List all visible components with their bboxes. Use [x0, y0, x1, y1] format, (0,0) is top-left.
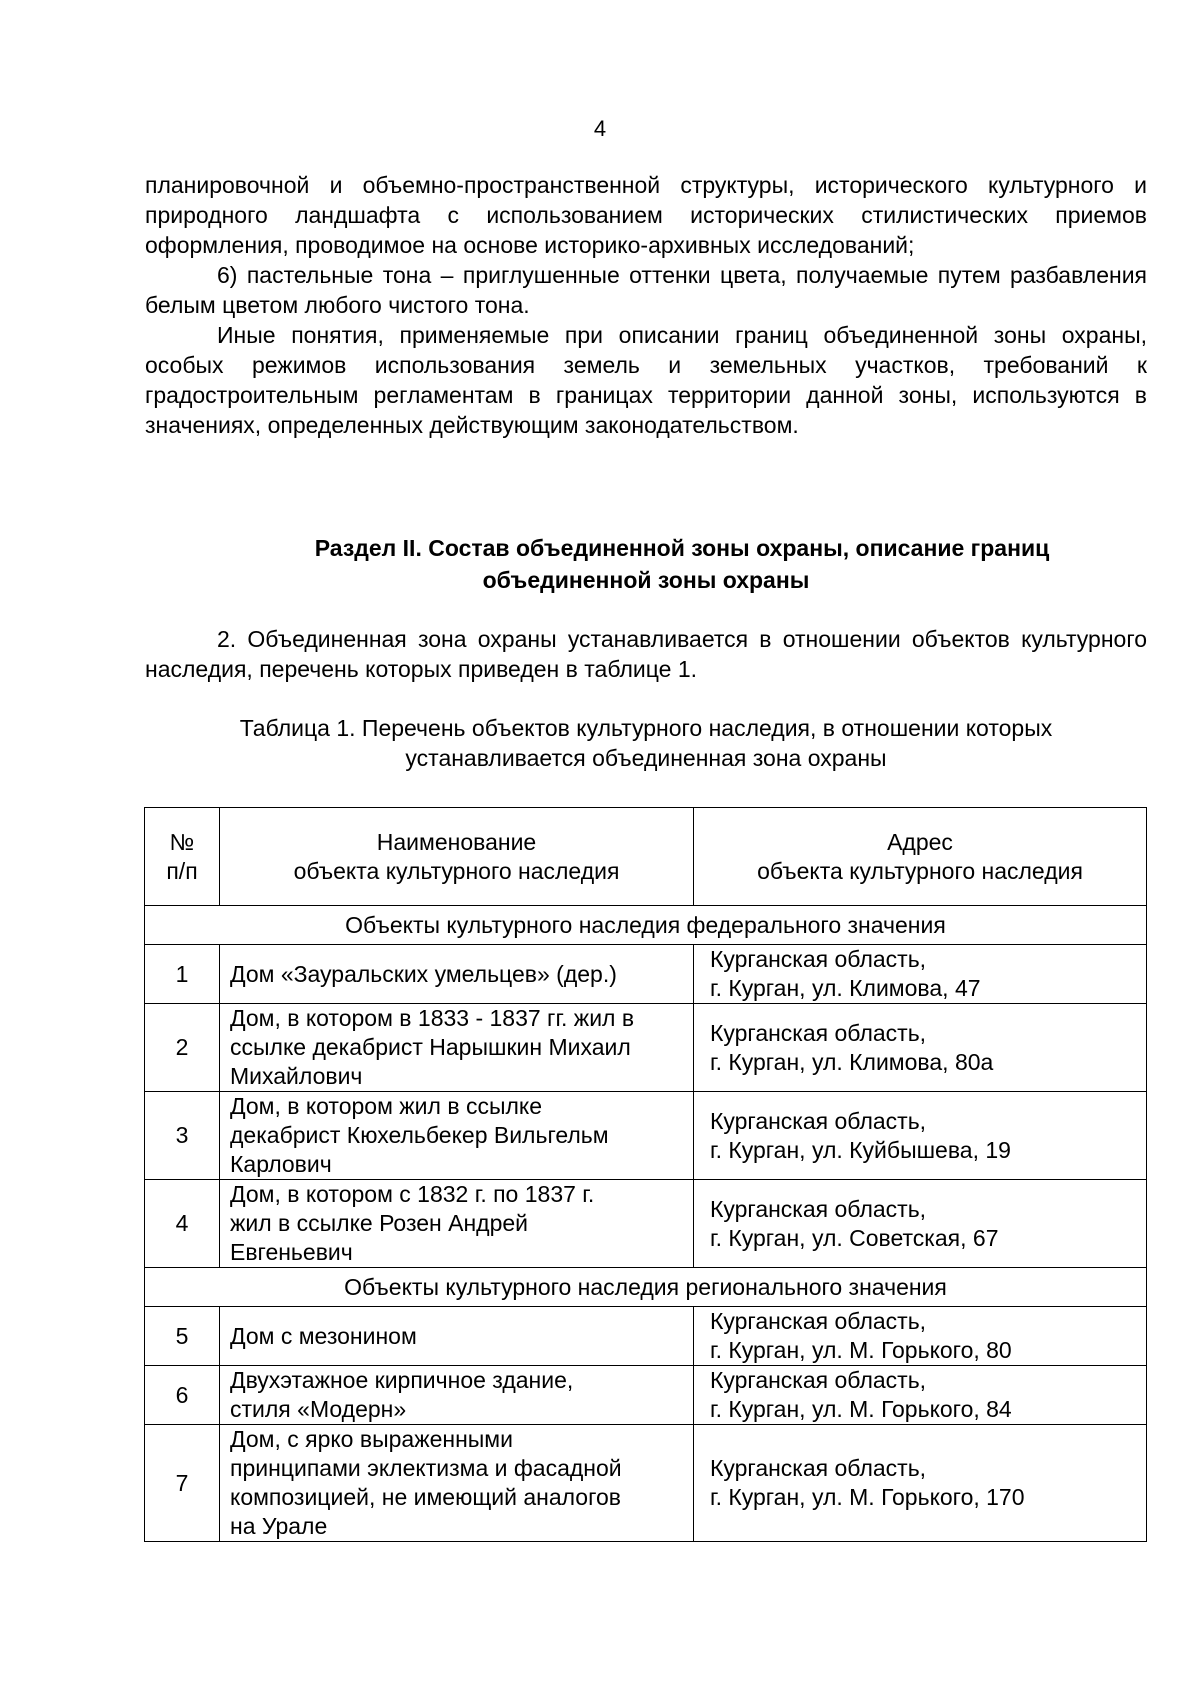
cell-object-name-line: на Урале: [230, 1513, 328, 1539]
header-name-line-2: объекта культурного наследия: [293, 857, 620, 884]
cell-object-address: [694, 1092, 1147, 1180]
cell-number: 5: [145, 1307, 220, 1366]
table-group-title: Объекты культурного наследия регионального значения: [145, 1268, 1147, 1307]
table-row: [145, 945, 1147, 1004]
cell-object-name: [220, 945, 694, 1004]
cell-object-address: [694, 945, 1147, 1004]
cell-object-address-line: Курганская область,: [710, 1308, 927, 1334]
cell-object-address: [694, 1004, 1147, 1092]
header-number-line-1: №: [169, 828, 195, 855]
cell-object-name: [220, 1307, 694, 1366]
header-address-line-1: Адрес: [887, 828, 953, 855]
page-number: 4: [593, 116, 607, 141]
cell-object-name-line: Карлович: [230, 1151, 332, 1177]
cell-object-name-line: жил в ссылке Розен Андрей: [230, 1210, 529, 1236]
cell-number: 7: [145, 1425, 220, 1542]
cell-object-name-line: ссылке декабрист Нарышкин Михаил: [230, 1034, 631, 1060]
table-caption-line-1: Таблица 1. Перечень объектов культурного наследия, в отношении которых: [239, 715, 1053, 741]
cell-object-name-line: Дом, в котором с 1832 г. по 1837 г.: [230, 1181, 595, 1207]
cell-object-address: [694, 1180, 1147, 1268]
cell-object-name: [220, 1366, 694, 1425]
table-group-title: Объекты культурного наследия федерального значения: [145, 906, 1147, 945]
section-heading: [145, 532, 1147, 596]
table-row: [145, 1307, 1147, 1366]
cell-object-address: [694, 1307, 1147, 1366]
table-body: [145, 906, 1147, 1542]
header-number-line-2: п/п: [166, 857, 198, 884]
cell-object-address-line: г. Курган, ул. М. Горького, 84: [710, 1396, 1012, 1422]
cell-object-name-line: Двухэтажное кирпичное здание,: [230, 1367, 574, 1393]
cell-object-address: [694, 1425, 1147, 1542]
intro-paragraph-pastel-tones: 6) пастельные тона – приглушенные оттенки цвета, получаемые путем разбавления белым цветом любого чистого тона.: [145, 262, 1147, 318]
table-caption-line-2: устанавливается объединенная зона охраны: [405, 745, 887, 771]
header-address: [694, 808, 1147, 906]
section-text: [145, 624, 1147, 684]
cell-object-address-line: г. Курган, ул. М. Горького, 170: [710, 1484, 1025, 1510]
cell-object-name: [220, 1092, 694, 1180]
cell-object-address-line: Курганская область,: [710, 1455, 927, 1481]
cell-object-name: [220, 1180, 694, 1268]
header-name-line-1: Наименование: [376, 828, 537, 855]
cell-object-address-line: Курганская область,: [710, 1367, 927, 1393]
cell-number: 2: [145, 1004, 220, 1092]
cell-number: 3: [145, 1092, 220, 1180]
cell-object-name-line: Дом, в котором в 1833 - 1837 гг. жил в: [230, 1005, 635, 1031]
cell-object-address-line: г. Курган, ул. Климова, 80а: [710, 1048, 994, 1075]
cell-object-address-line: Курганская область,: [710, 1195, 927, 1222]
table-row: [145, 1180, 1147, 1268]
cell-object-name-line: принципами эклектизма и фасадной: [230, 1455, 622, 1481]
cell-number: 1: [145, 945, 220, 1004]
intro-paragraph-other-concepts: Иные понятия, применяемые при описании границ объединенной зоны охраны, особых режимов использования земель и земельных участков, требований к градостроительным регламентам в границах территории данной зоны, используются в значениях, определенных действующим законодательством.: [145, 322, 1147, 438]
cell-object-name-line: декабрист Кюхельбекер Вильгельм: [230, 1122, 609, 1148]
table-row: [145, 1092, 1147, 1180]
cell-object-address-line: г. Курган, ул. М. Горького, 80: [710, 1337, 1012, 1363]
cell-object-name-line: Дом, с ярко выраженными: [230, 1426, 513, 1452]
cell-number: 4: [145, 1180, 220, 1268]
section-paragraph: 2. Объединенная зона охраны устанавливается в отношении объектов культурного наследия, перечень которых приведен в таблице 1.: [145, 626, 1147, 682]
intro-text: [145, 170, 1147, 440]
section-heading-line-1: Раздел II. Состав объединенной зоны охраны, описание границ: [314, 535, 1050, 561]
cell-object-address-line: Курганская область,: [710, 1107, 927, 1134]
cell-object-address-line: г. Курган, ул. Климова, 47: [710, 975, 981, 1001]
table-group-row: [145, 1268, 1147, 1307]
cell-object-name-line: стиля «Модерн»: [230, 1396, 407, 1422]
header-number: [145, 808, 220, 906]
table-header-row: [145, 808, 1147, 906]
cell-object-name-line: Евгеньевич: [230, 1239, 353, 1265]
table-row: [145, 1004, 1147, 1092]
section-heading-line-2: объединенной зоны охраны: [482, 567, 810, 593]
cell-object-address-line: Курганская область,: [710, 1019, 927, 1046]
cell-number: 6: [145, 1366, 220, 1425]
cell-object-address-line: г. Курган, ул. Куйбышева, 19: [710, 1136, 1011, 1163]
cell-object-name: [220, 1004, 694, 1092]
cell-object-name-line: Дом с мезонином: [230, 1322, 417, 1349]
cell-object-name-line: композицией, не имеющий аналогов: [230, 1484, 621, 1510]
heritage-objects-table: [144, 807, 1147, 1542]
cell-object-name: [220, 1425, 694, 1542]
header-address-line-2: объекта культурного наследия: [757, 857, 1083, 884]
cell-object-address: [694, 1366, 1147, 1425]
table-caption: [145, 713, 1147, 773]
cell-object-name-line: Дом «Зауральских умельцев» (дер.): [230, 960, 617, 987]
table-row: [145, 1366, 1147, 1425]
cell-object-address-line: г. Курган, ул. Советская, 67: [710, 1224, 999, 1251]
table-row: [145, 1425, 1147, 1542]
cell-object-name-line: Михайлович: [230, 1063, 363, 1089]
intro-paragraph-continuation: планировочной и объемно-пространственной структуры, исторического культурного и природного ландшафта с использованием исторических стилистических приемов оформления, проводимое на основе историко-архивных исследований;: [145, 172, 1147, 258]
cell-object-address-line: Курганская область,: [710, 946, 927, 972]
header-name: [220, 808, 694, 906]
table-group-row: [145, 906, 1147, 945]
cell-object-name-line: Дом, в котором жил в ссылке: [230, 1093, 543, 1119]
